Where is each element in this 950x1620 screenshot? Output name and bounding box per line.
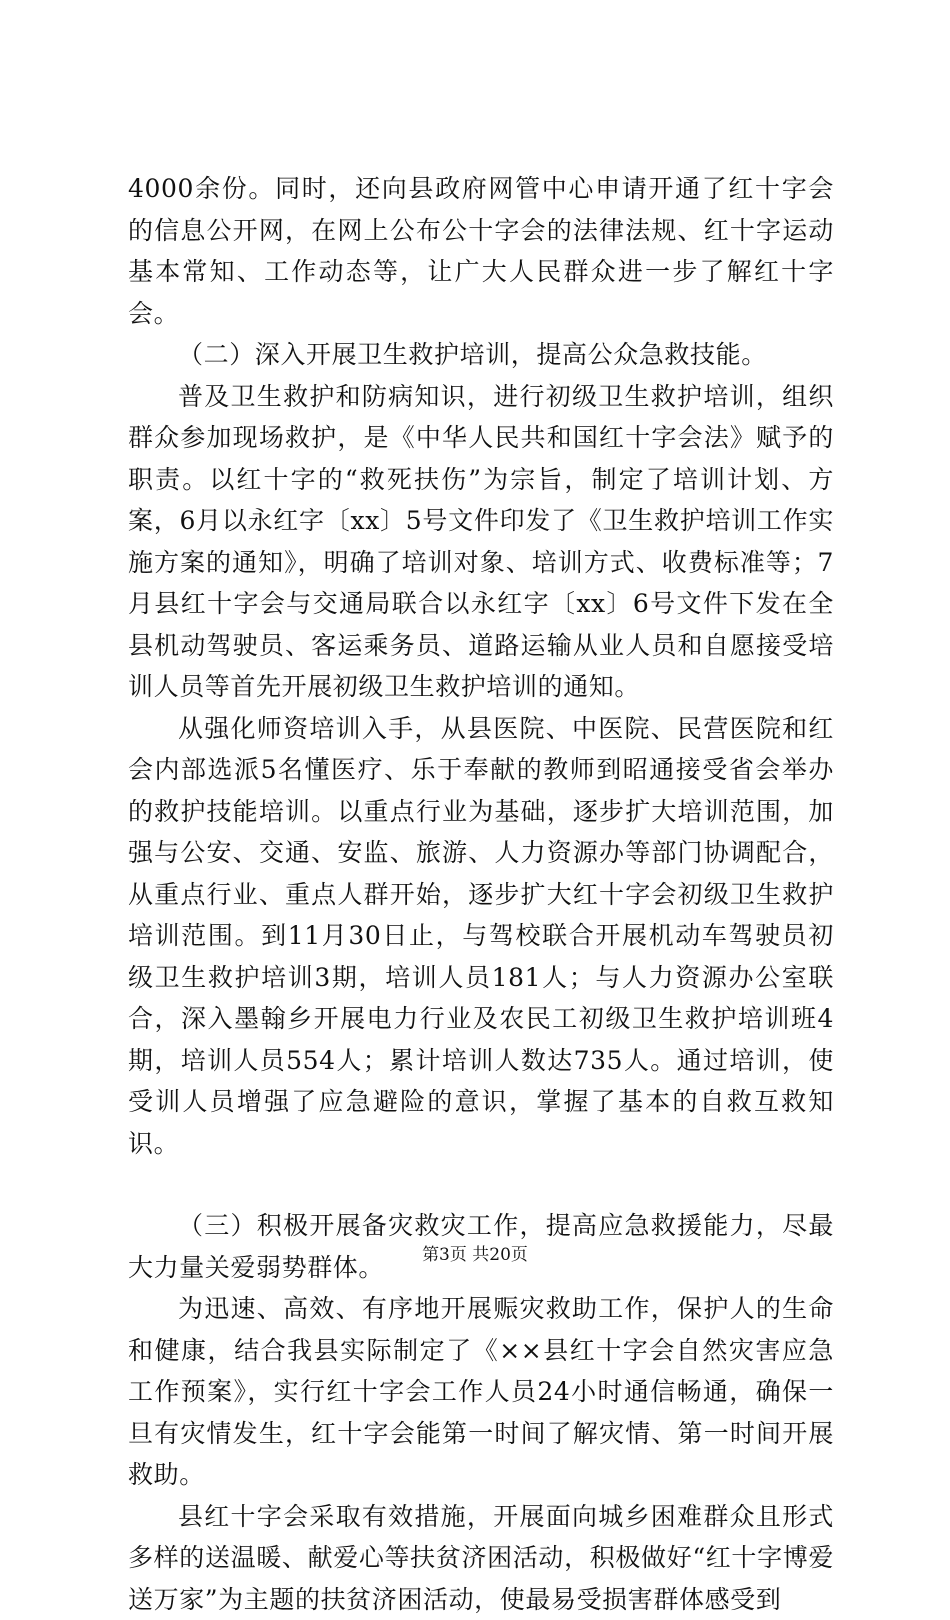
paragraph-training-duty: 普及卫生救护和防病知识，进行初级卫生救护培训，组织群众参加现场救护，是《中华人民共和国红十字会法》赋予的职责。以红十字的“救死扶伤”为宗旨，制定了培训计划、方案，6月以永红字〔xx〕5号文件印发了《卫生救护培训工作实施方案的通知》，明确了培训对象、培训方式、收费标准等；7月县红十字会与交通局联合以永红字〔xx〕6号文件下发在全县机动驾驶员、客运乘务员、道路运输从业人员和自愿接受培训人员等首先开展初级卫生救护培训的通知。 xyxy=(128,376,834,708)
section-heading-3: （三）积极开展备灾救灾工作，提高应急救援能力，尽最大力量关爱弱势群体。 xyxy=(128,1205,834,1288)
paragraph-poverty-relief: 县红十字会采取有效措施，开展面向城乡困难群众且形式多样的送温暖、献爱心等扶贫济困活动，积极做好“红十字博爱送万家”为主题的扶贫济困活动，使最易受损害群体感受到 xyxy=(128,1496,834,1620)
page-number-footer: 第3页 共20页 xyxy=(0,1244,950,1266)
document-body xyxy=(128,168,834,1620)
paragraph-continuation: 4000余份。同时，还向县政府网管中心申请开通了红十字会的信息公开网，在网上公布公十字会的法律法规、红十字运动基本常知、工作动态等，让广大人民群众进一步了解红十字会。 xyxy=(128,168,834,334)
paragraph-disaster-plan: 为迅速、高效、有序地开展赈灾救助工作，保护人的生命和健康，结合我县实际制定了《××县红十字会自然灾害应急工作预案》，实行红十字会工作人员24小时通信畅通，确保一旦有灾情发生，红十字会能第一时间了解灾情、第一时间开展救助。 xyxy=(128,1288,834,1496)
section-heading-2: （二）深入开展卫生救护培训，提高公众急救技能。 xyxy=(128,334,834,376)
paragraph-training-results: 从强化师资培训入手，从县医院、中医院、民营医院和红会内部选派5名懂医疗、乐于奉献的教师到昭通接受省会举办的救护技能培训。以重点行业为基础，逐步扩大培训范围，加强与公安、交通、安监、旅游、人力资源办等部门协调配合，从重点行业、重点人群开始，逐步扩大红十字会初级卫生救护培训范围。到11月30日止，与驾校联合开展机动车驾驶员初级卫生救护培训3期，培训人员181人；与人力资源办公室联合，深入墨翰乡开展电力行业及农民工初级卫生救护培训班4期，培训人员554人；累计培训人数达735人。通过培训，使受训人员增强了应急避险的意识，掌握了基本的自救互救知识。 xyxy=(128,708,834,1165)
